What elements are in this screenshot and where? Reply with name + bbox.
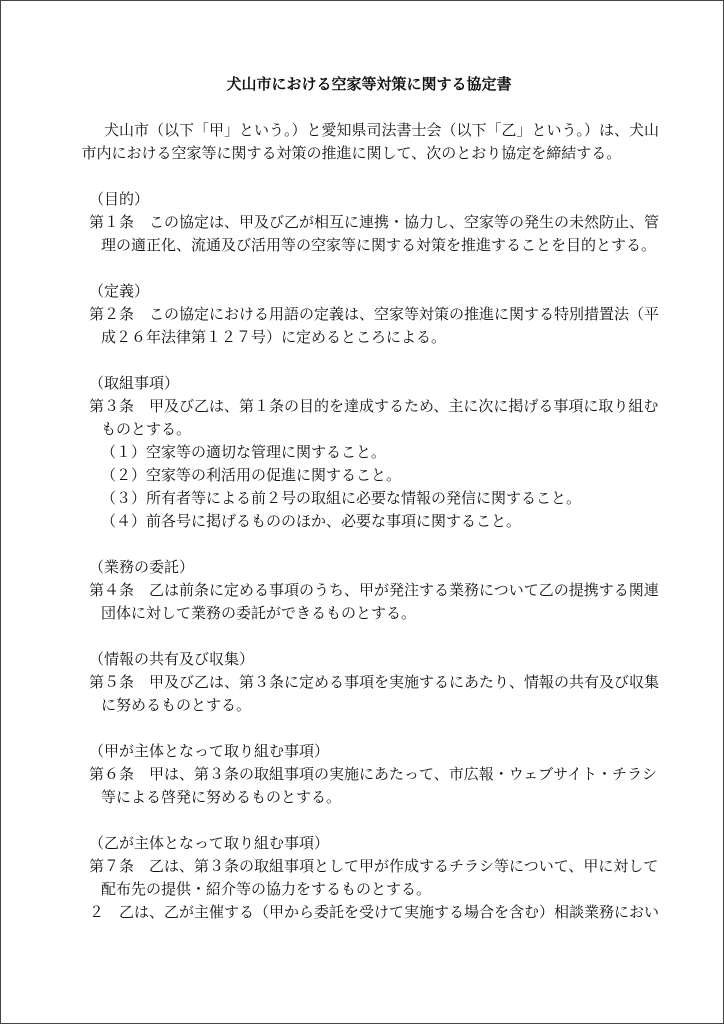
preamble-line-1: 犬山市（以下「甲」という。）と愛知県司法書士会（以下「乙」という。）は、犬山 <box>104 121 660 139</box>
article-3-item-4: （４）前各号に掲げるもののほか、必要な事項に関すること。 <box>101 512 522 530</box>
article-1-heading: （目的） <box>89 190 150 208</box>
article-6-line-1: 第６条 甲は、第３条の取組事項の実施にあたって、市広報・ウェブサイト・チラシ <box>89 765 658 783</box>
article-1 <box>89 188 660 257</box>
document-body <box>81 61 660 924</box>
article-6-heading: （甲が主体となって取り組む事項） <box>89 742 330 760</box>
article-2-heading: （定義） <box>89 282 150 300</box>
article-7-heading: （乙が主体となって取り組む事項） <box>89 834 330 852</box>
article-4 <box>89 556 659 625</box>
article-1-line-2: 理の適正化、流通及び活用等の空家等に関する対策を推進することを目的とする。 <box>101 236 657 254</box>
article-2-line-1: 第２条 この協定における用語の定義は、空家等対策の推進に関する特別措置法（平 <box>89 305 660 323</box>
article-5 <box>89 648 660 717</box>
article-6 <box>89 740 658 809</box>
article-3-line-1: 第３条 甲及び乙は、第１条の目的を達成するため、主に次に掲げる事項に取り組む <box>89 397 659 415</box>
article-7 <box>89 832 660 924</box>
article-5-line-2: に努めるものとする。 <box>101 696 252 714</box>
article-6-line-2: 等による啓発に努めるものとする。 <box>101 788 342 806</box>
article-4-line-2: 団体に対して業務の委託ができるものとする。 <box>101 604 417 622</box>
article-4-heading: （業務の委託） <box>89 558 195 576</box>
document-title: 犬山市における空家等対策に関する協定書 <box>226 75 512 93</box>
article-3-line-2: ものとする。 <box>101 420 192 438</box>
article-7-line-1: 第７条 乙は、第３条の取組事項として甲が作成するチラシ等について、甲に対して <box>89 857 659 875</box>
article-3-item-3: （３）所有者等による前２号の取組に必要な情報の発信に関すること。 <box>101 489 582 507</box>
preamble <box>81 119 660 165</box>
preamble-line-2: 市内における空家等に関する対策の推進に関して、次のとおり協定を締結する。 <box>81 144 622 162</box>
article-3 <box>89 372 659 533</box>
article-1-line-1: 第１条 この協定は、甲及び乙が相互に連携・協力し、空家等の発生の未然防止、管 <box>89 213 660 231</box>
article-3-item-1: （１）空家等の適切な管理に関すること。 <box>101 443 387 461</box>
article-4-line-1: 第４条 乙は前条に定める事項のうち、甲が発注する業務について乙の提携する関連 <box>89 581 659 599</box>
article-7-line-2: 配布先の提供・紹介等の協力をするものとする。 <box>101 880 432 898</box>
article-7-paragraph-2: ２ 乙は、乙が主催する（甲から委託を受けて実施する場合を含む）相談業務におい <box>89 903 660 921</box>
article-2-line-2: 成２６年法律第１２７号）に定めるところによる。 <box>101 328 447 346</box>
article-2 <box>89 280 660 349</box>
article-5-heading: （情報の共有及び収集） <box>89 650 255 668</box>
article-3-item-2: （２）空家等の利活用の促進に関すること。 <box>101 466 402 484</box>
article-3-heading: （取組事項） <box>89 374 180 392</box>
article-5-line-1: 第５条 甲及び乙は、第３条に定める事項を実施するにあたり、情報の共有及び収集 <box>89 673 660 691</box>
